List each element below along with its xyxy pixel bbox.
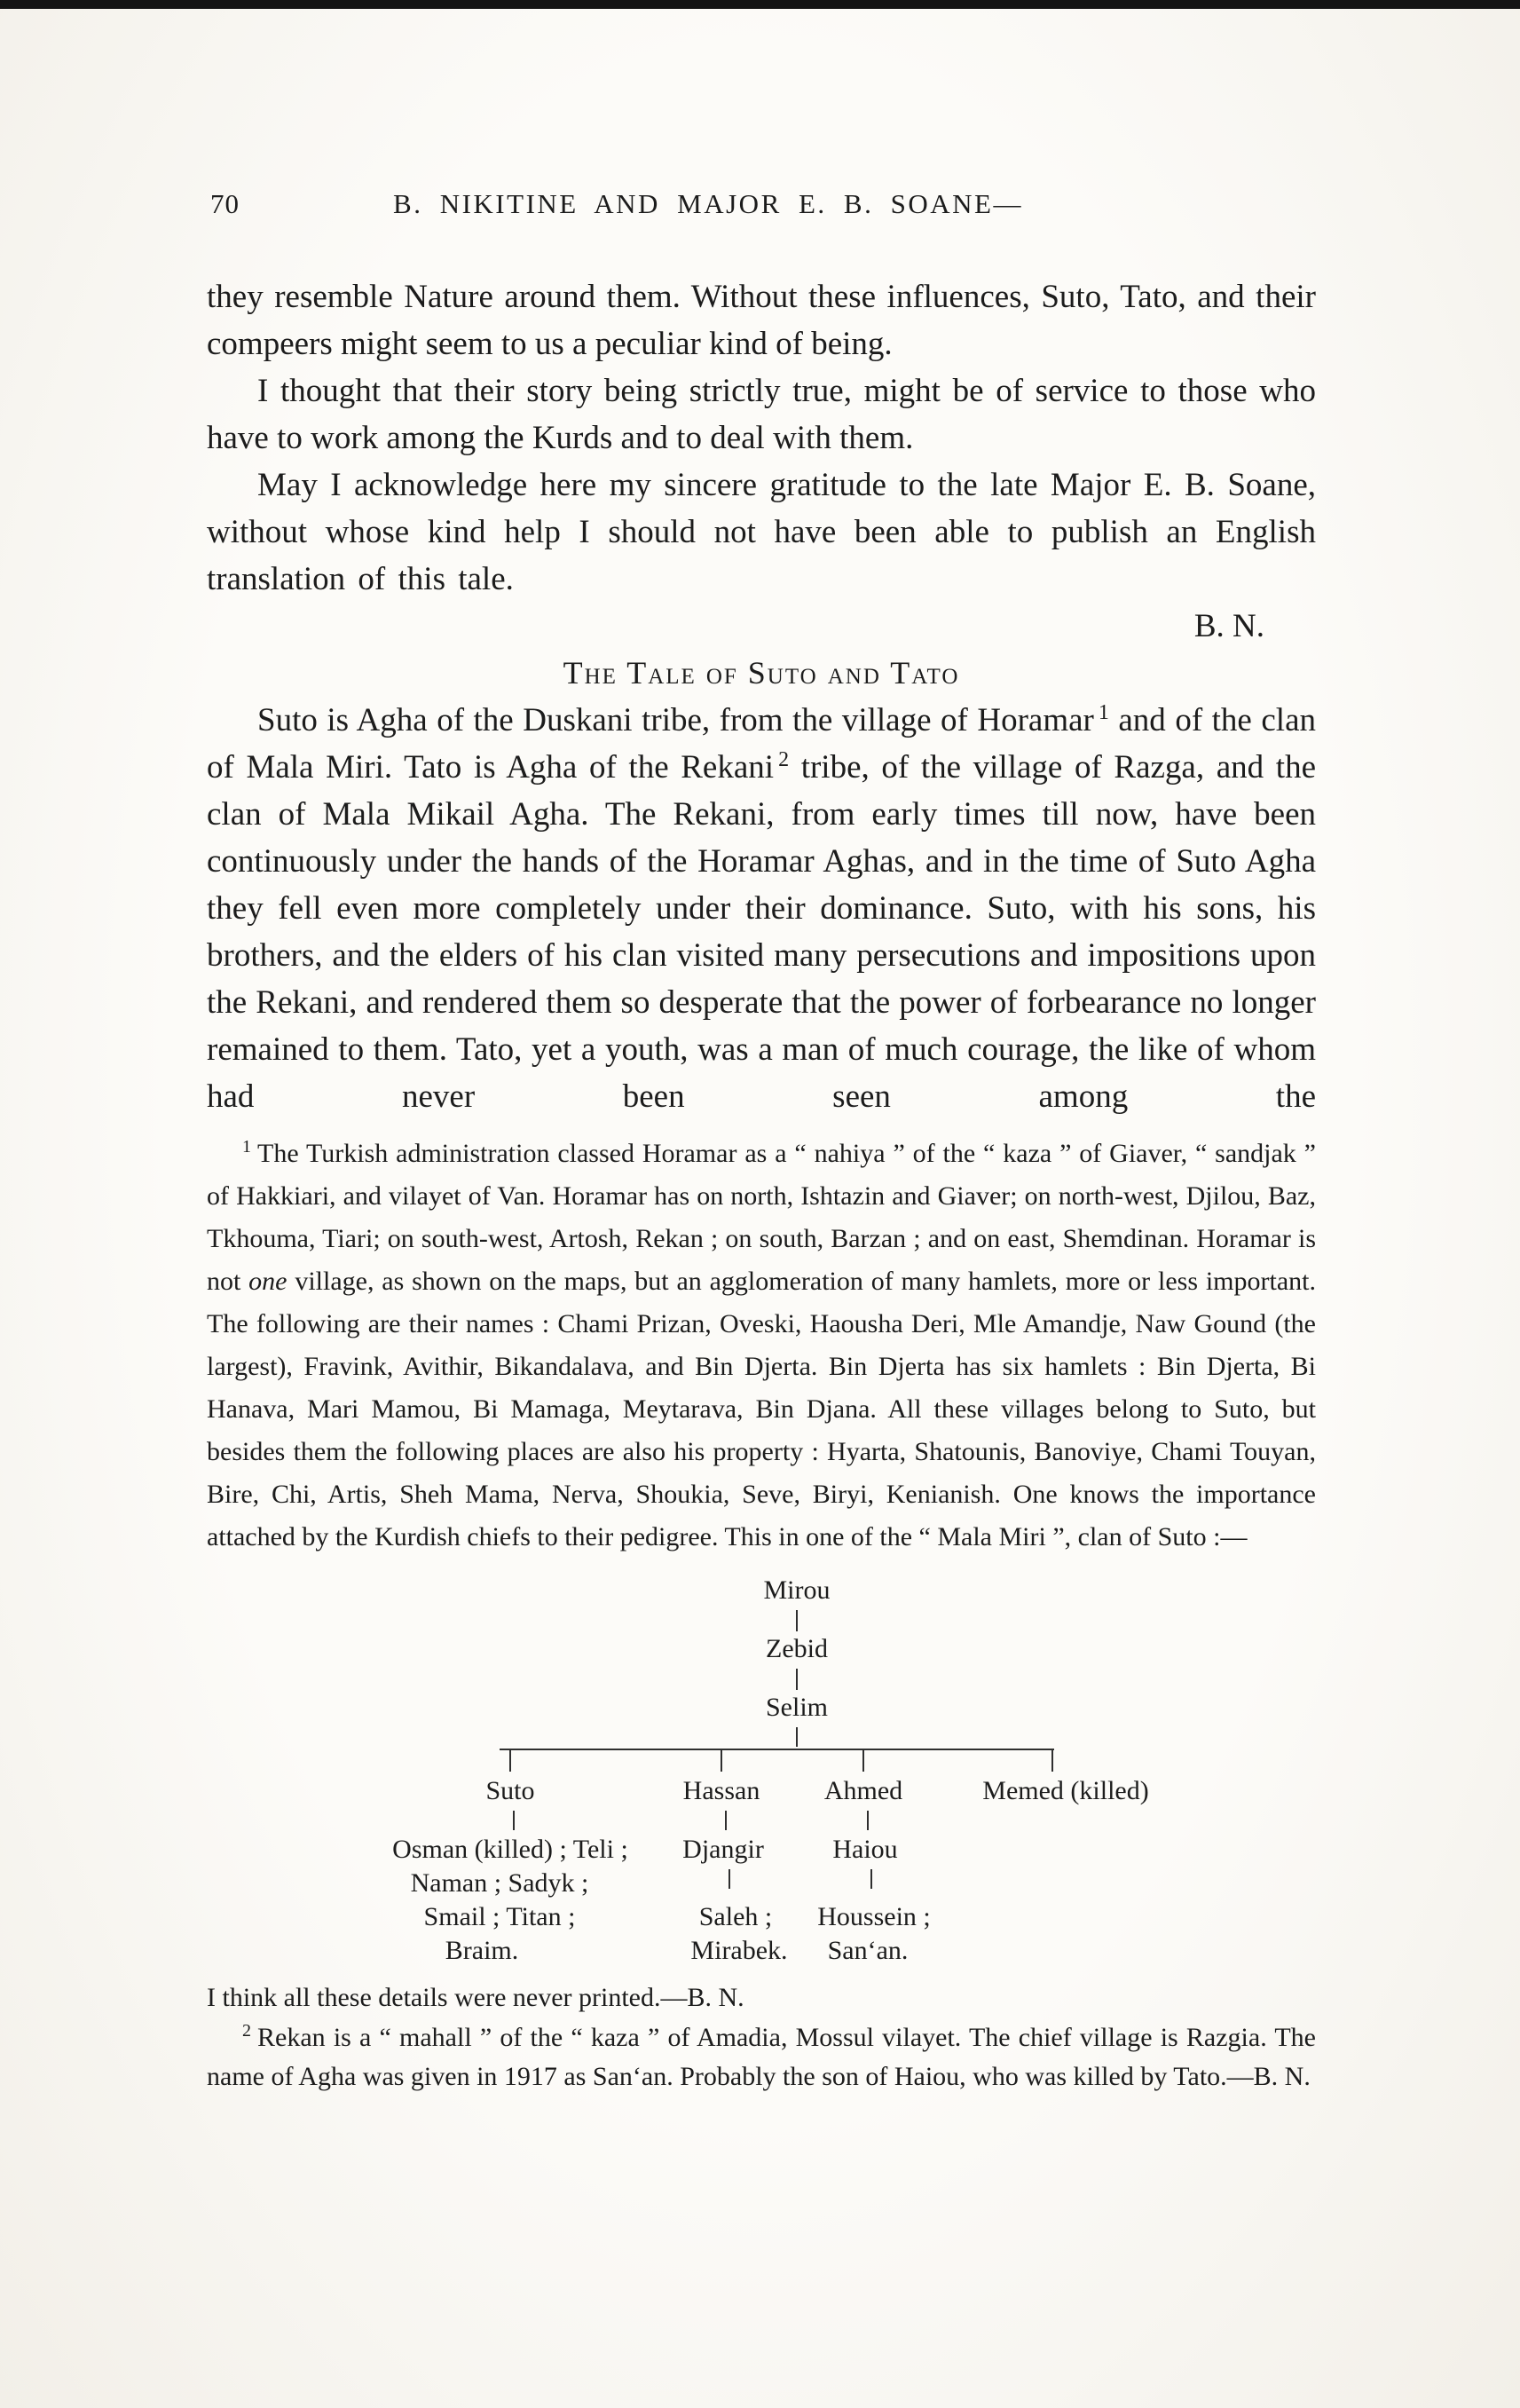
footnote-2 — [207, 2018, 1316, 2096]
tree-connector-line — [796, 1669, 798, 1690]
tree-connector-line — [728, 1869, 730, 1889]
tale-text-1: Suto is Agha of the Duskani tribe, from the village of Horamar — [257, 702, 1094, 738]
tree-connector-line — [862, 1750, 864, 1772]
paragraph-acknowledgement: May I acknowledge here my sincere gratitude to the late Major E. B. Soane, without whose kind help I should not have been able to publish an English translation of this tale. — [207, 467, 1316, 597]
tree-note: I think all these details were never printed.—B. N. — [207, 1983, 744, 2012]
tree-node-djangir: Djangir — [682, 1835, 764, 1864]
page-header — [207, 188, 1316, 229]
footnote-2-marker: 2 — [242, 2021, 251, 2041]
footnote-1-marker: 1 — [242, 1137, 251, 1157]
genealogy-tree — [207, 1575, 1316, 1976]
footnote-reference-1: 1 — [1098, 700, 1109, 724]
tree-connector-line — [867, 1811, 869, 1830]
footnote-1-italic-word: one — [248, 1267, 287, 1296]
page-content — [207, 188, 1316, 2096]
tree-connector-line — [721, 1750, 722, 1772]
tale-paragraph — [207, 697, 1316, 1120]
tree-node-hassan: Hassan — [682, 1776, 760, 1805]
footnote-1-text-a: The Turkish administration classed Horamar as a “ nahiya ” of the “ kaza ” of Giaver, “ sandjak ” of Hakkiari, and vilayet of Van. Horamar has on north, Ishtazin and Giaver; on north-west, Djilou, Baz, Tkhouma, Tiari; on south-west, Artosh, Rekan ; on south, Barzan ; and on east, Shemdinan. Horamar is not — [207, 1139, 1316, 1296]
tale-text-2: and of the clan of Mala Miri. Tato is Agha of the Rekani — [207, 702, 1317, 786]
tree-connector-line — [513, 1811, 515, 1830]
footnote-reference-2: 2 — [778, 747, 790, 771]
running-header: B. NIKITINE AND MAJOR E. B. SOANE— — [393, 188, 1023, 219]
tree-node-haiou: Haiou — [832, 1835, 898, 1864]
tree-node-suto-children-4: Braim. — [445, 1936, 519, 1965]
tree-node-mirabek: Mirabek. — [690, 1936, 788, 1965]
tree-node-suto-children-3: Smail ; Titan ; — [423, 1902, 576, 1931]
tale-text-3: tribe, of the village of Razga, and the clan of Mala Mikail Agha. The Rekani, from early times till now, have been continuously under the hands of the Horamar Aghas, and in the time of Suto Agha they fell even more completely under their dominance. Suto, with his sons, his brothers, and the elders of his clan visited many persecutions and impositions upon the Rekani, and rendered them so desperate that the power of forbearance no longer remained to them. Tato, yet a youth, was a man of much courage, the like of whom had never been seen among the — [207, 749, 1316, 1115]
tree-connector-line — [796, 1727, 798, 1747]
footnote-1-text-b: village, as shown on the maps, but an agglomeration of many hamlets, more or less important. The following are their names : Chami Prizan, Oveski, Haousha Deri, Mle Amandje, Naw Gound (the largest), Fravink, Avithir, Bikandalava, and Bin Djerta. Bin Djerta has six hamlets : Bin Djerta, Bi Hanava, Mari Mamou, Bi Mamaga, Meytarava, Bin Djana. All these villages belong to Suto, but besides them the following places are also his property : Hyarta, Shatounis, Banoviye, Chami Touyan, Bire, Chi, Artis, Sheh Mama, Nerva, Shoukia, Seve, Biryi, Kenianish. One knows the importance attached by the Kurdish chiefs to their pedigree. This in one of the “ Mala Miri ”, clan of Suto :— — [207, 1267, 1316, 1551]
tree-node-suto-children-2: Naman ; Sadyk ; — [410, 1868, 589, 1898]
tree-node-selim: Selim — [765, 1693, 829, 1722]
tree-node-sanan: San‘an. — [827, 1936, 909, 1965]
tree-node-ahmed: Ahmed — [823, 1776, 903, 1805]
tree-connector-line — [725, 1811, 727, 1830]
tree-sibling-bar — [500, 1749, 1054, 1750]
footnote-2-text: Rekan is a “ mahall ” of the “ kaza ” of Amadia, Mossul vilayet. The chief village is Razgia. The name of Agha was given in 1917 as San‘an. Probably the son of Haiou, who was killed by Tato.—B. N. — [207, 2023, 1316, 2091]
tree-connector-line — [1051, 1750, 1053, 1772]
tree-node-memed: Memed (killed) — [982, 1776, 1149, 1805]
section-heading: The Tale of Suto and Tato — [563, 655, 960, 691]
scan-edge-top — [0, 0, 1520, 9]
paragraph-service: I thought that their story being strictly true, might be of service to those who have to work among the Kurds and to deal with them. — [207, 373, 1316, 456]
tree-node-mirou: Mirou — [763, 1575, 831, 1605]
tree-node-saleh: Saleh ; — [698, 1902, 773, 1931]
tree-node-zebid: Zebid — [766, 1634, 828, 1663]
tree-connector-line — [870, 1869, 872, 1889]
tree-connector-line — [509, 1750, 511, 1772]
footnotes-section — [207, 1133, 1316, 2096]
tree-node-suto-children-1: Osman (killed) ; Teli ; — [392, 1835, 628, 1864]
tree-node-suto: Suto — [485, 1776, 535, 1805]
tree-connector-line — [796, 1610, 798, 1631]
footnote-1 — [207, 1133, 1316, 1559]
paragraph-continuation: they resemble Nature around them. Without these influences, Suto, Tato, and their compeers might seem to us a peculiar kind of being. — [207, 279, 1316, 362]
tree-node-houssein: Houssein ; — [817, 1902, 931, 1931]
author-initials: B. N. — [1193, 608, 1264, 644]
page-number: 70 — [210, 188, 240, 219]
